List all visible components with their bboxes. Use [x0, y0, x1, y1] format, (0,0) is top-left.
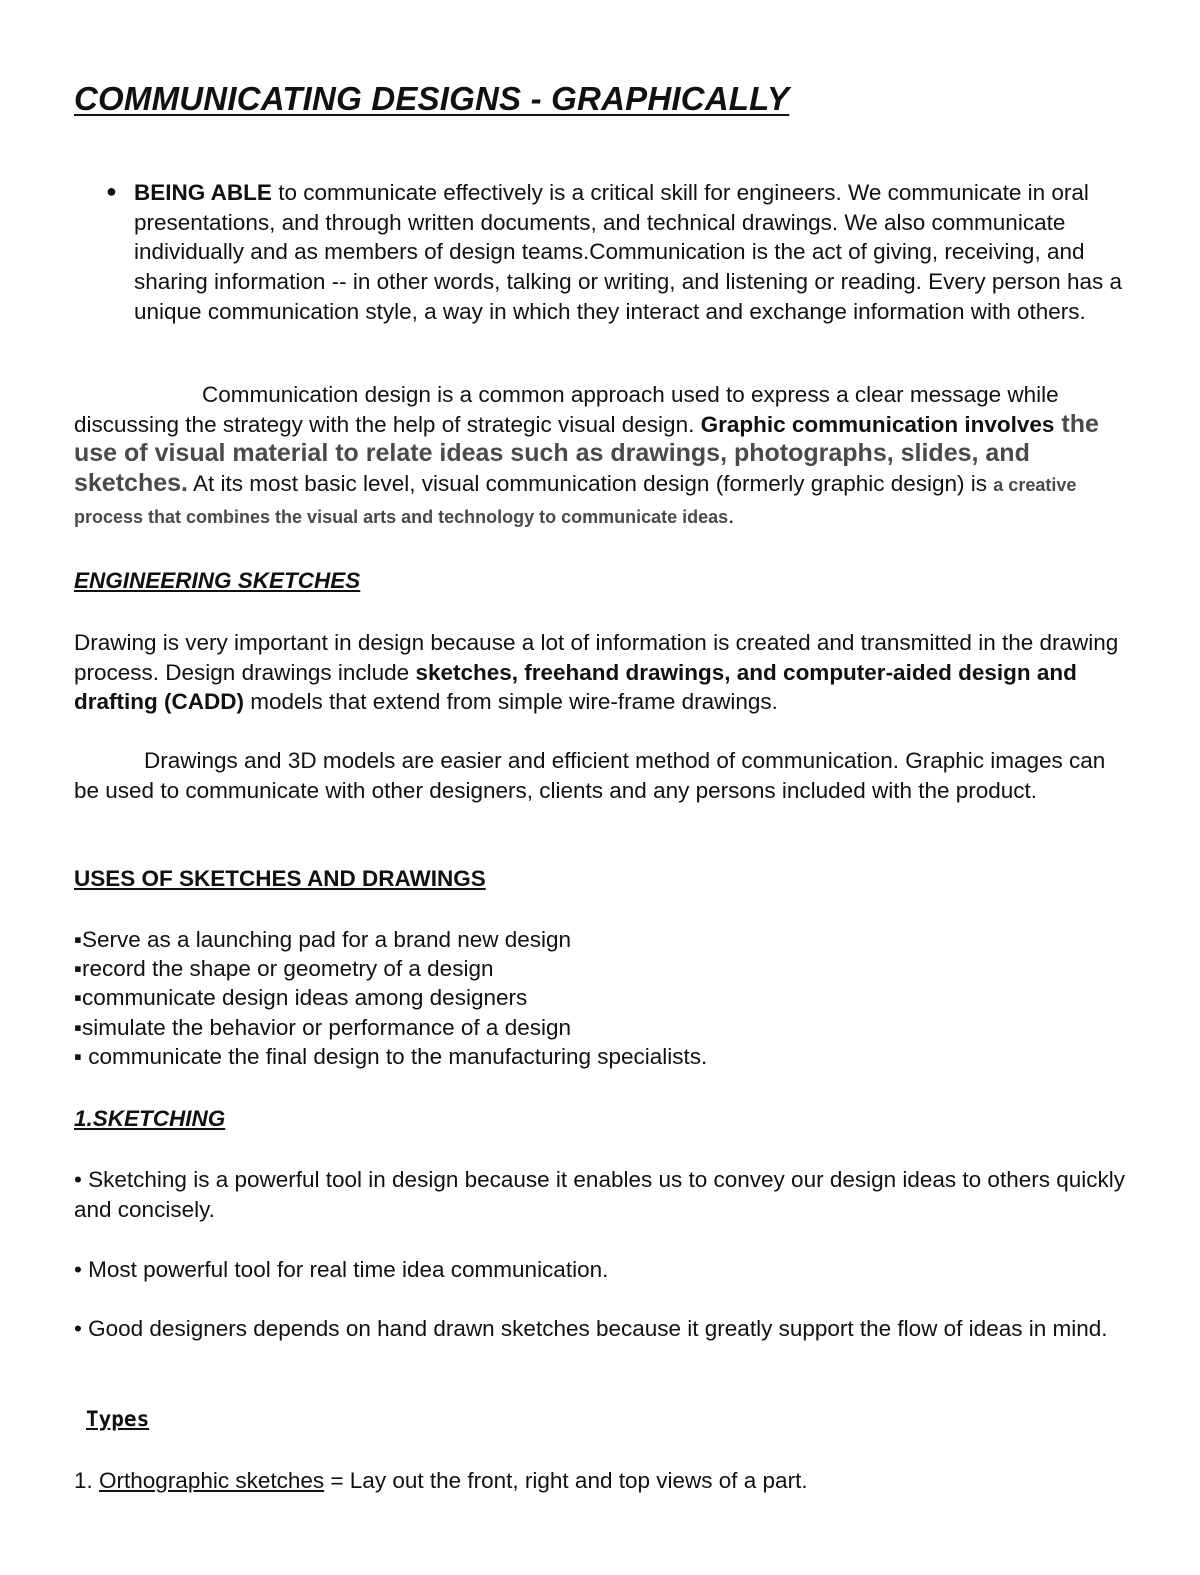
sketching-point: • Good designers depends on hand drawn sketches because it greatly support the flow of ideas in mind. [74, 1316, 1108, 1341]
type-item-orthographic [74, 1466, 1134, 1496]
list-item: ▪record the shape or geometry of a design [74, 956, 494, 982]
comm-design-part2: At its most basic level, visual communication design (formerly graphic design) is [187, 471, 994, 497]
comm-design-part1: Communication design is a common approach used to express a clear message while discussing the strategy with the help of strategic visual design. [74, 382, 1059, 437]
bullet-dot-icon: ● [106, 181, 117, 201]
intro-body: to communicate effectively is a critical skill for engineers. We communicate in oral presentations, and through written documents, and technical drawings. We also communicate individually and as members of design teams.Communication is the act of giving, receiving, and sharing information -- in other words, talking or writing, and listening or reading. Every person has a unique communication style, a way in which they interact and exchange information with others. [134, 180, 1122, 324]
drawing-para-bold: sketches, freehand drawings, and computer-aided design and drafting (CADD) [74, 659, 1077, 715]
drawing-para-start: Drawing is very important in design because a lot of information is created and transmitted in the drawing process. Design drawings include [74, 630, 1119, 685]
sketching-point: • Most powerful tool for real time idea communication. [74, 1257, 609, 1282]
comm-design-highlight: the use of visual material to relate ideas such as drawings, photographs, slides, and sketches. [74, 409, 1099, 498]
list-item: ▪simulate the behavior or performance of a design [74, 1014, 571, 1040]
models-paragraph: Drawings and 3D models are easier and efficient method of communication. Graphic images can be used to communicate with other designers, clients and any persons included with the product. [74, 748, 1106, 803]
type-number: 1. [74, 1468, 100, 1493]
uses-list [74, 925, 707, 1071]
comm-design-bold: Graphic communication involves [700, 411, 1055, 437]
intro-lead: BEING ABLE [134, 180, 272, 205]
list-item: ▪ communicate the final design to the manufacturing specialists. [74, 1043, 708, 1069]
page-title: COMMUNICATING DESIGNS - GRAPHICALLY [74, 80, 790, 117]
intro-bullet [106, 178, 1134, 327]
uses-heading: USES OF SKETCHES AND DRAWINGS [74, 866, 486, 891]
comm-design-paragraph [74, 380, 1134, 533]
types-heading: Types [86, 1407, 150, 1431]
drawing-paragraph [74, 628, 1134, 717]
type-label: Orthographic sketches [99, 1468, 325, 1493]
list-item: ▪Serve as a launching pad for a brand new design [74, 927, 572, 952]
sketching-heading: 1.SKETCHING [74, 1106, 226, 1131]
comm-design-end: . [728, 502, 735, 528]
drawing-para-end: models that extend from simple wire-frame drawings. [243, 689, 778, 715]
list-item: ▪communicate design ideas among designers [74, 985, 528, 1011]
sketching-point: • Sketching is a powerful tool in design because it enables us to convey our design ideas to others quickly and concisely. [74, 1167, 1125, 1222]
comm-design-definition: a creative process that combines the visual arts and technology to communicate ideas [74, 475, 1077, 527]
engineering-sketches-heading: ENGINEERING SKETCHES [74, 568, 361, 593]
type-description: = Lay out the front, right and top views of a part. [324, 1468, 808, 1493]
intro-bullet-text [134, 178, 1134, 327]
